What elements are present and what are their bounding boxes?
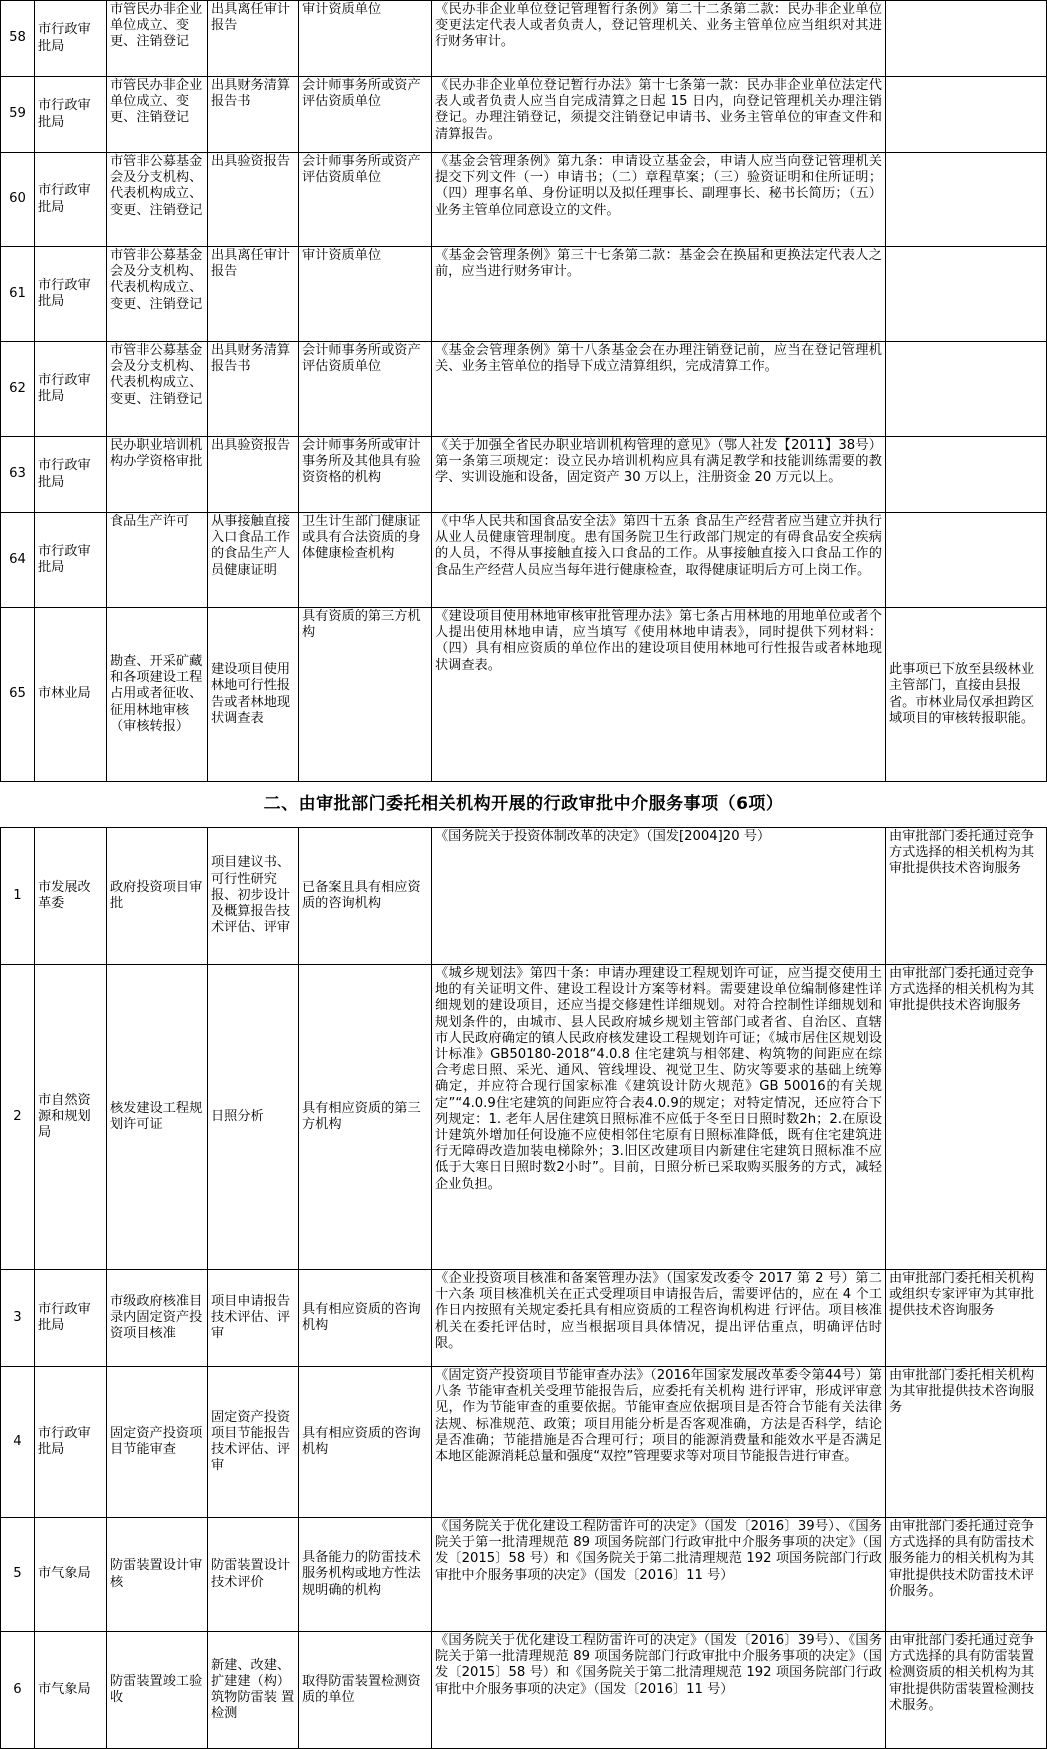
row-number-cell: 63 [1,437,35,513]
table-row [1,828,1047,965]
intermediary-service-cell: 防雷装置设计技术评价 [208,1518,299,1632]
remark-cell: 此事项已下放至县级林业主管部门，直接由县报省。市林业局仅承担跨区域项目的审核转报职能。 [886,608,1047,782]
service-provider-cell: 已备案且具有相应资质的咨询机构 [299,828,432,965]
legal-basis-cell: 《城乡规划法》第四十条：申请办理建设工程规划许可证，应当提交使用土地的有关证明文件、建设工程设计方案等材料。需要建设单位编制修建性详细规划的建设项目，还应当提交修建性详细规划。对符合控制性详细规划和规划条件的，由城市、县人民政府城乡规划主管部门或者省、自治区、直辖市人民政府确定的镇人民政府核发建设工程规划许可证；《城市居住区规划设计标准》GB50180-2018“4.0.8 住宅建筑与相邻建、构筑物的间距应在综合考虑日照、采光、通风、管线埋设、视觉卫生、防灾等要求的基础上统筹确定，并应符合现行国家标准《建筑设计防火规范》GB 50016的有关规定”“4.0.9住宅建筑的间距应符合表4.0.9的规定；对特定情况，还应符合下列规定：1. 老年人居住建筑日照标准不应低于冬至日日照时数2h；2.在原设计建筑外增加任何设施不应使相邻住宅原有日照标准降低，既有住宅建筑进行无障碍改造加装电梯除外；3.旧区改建项目内新建住宅建筑日照标准不应低于大寒日日照时数2小时”。目前，日照分析已采取购买服务的方式，减轻企业负担。 [432,965,886,1270]
remark-cell [886,437,1047,513]
intermediary-service-cell: 出具验资报告 [208,437,299,513]
department-cell: 市行政审批局 [35,77,107,153]
intermediary-service-cell: 从事接触直接入口食品工作的食品生产人员健康证明 [208,513,299,608]
legal-basis-cell: 《国务院关于投资体制改革的决定》（国发[2004]20 号） [432,828,886,965]
table-row [1,1632,1047,1749]
remark-cell [886,77,1047,153]
intermediary-service-cell: 新建、改建、扩建建（构）筑物防雷装 置检测 [208,1632,299,1749]
row-number-cell: 59 [1,77,35,153]
remark-cell: 由审批部门委托通过竞争方式选择的具有防雷装置检测资质的相关机构为其审批提供防雷装置检测技术服务。 [886,1632,1047,1749]
intermediary-service-cell: 出具离任审计报告 [208,247,299,342]
legal-basis-cell: 《固定资产投资项目节能审查办法》（2016年国家发展改革委令第44号）第八条 节能审查机关受理节能报告后，应委托有关机构 进行评审，形成评审意见，作为节能审查的重要依据。节能审查应依据项目是否符合节能有关法律法规、标准规范、政策；项目用能分析是否客观准确，方法是否科学，结论是否准确；节能措施是否合理可行；项目的能源消费量和能效水平是否满足本地区能源消耗总量和强度“双控”管理要求等对项目节能报告进行审查。 [432,1367,886,1518]
department-cell: 市林业局 [35,608,107,782]
service-provider-cell: 具有资质的第三方机构 [299,608,432,782]
legal-basis-cell: 《基金会管理条例》第十八条基金会在办理注销登记前，应当在登记管理机关、业务主管单位的指导下成立清算组织，完成清算工作。 [432,342,886,437]
table-row [1,1,1047,77]
legal-basis-cell: 《民办非企业单位登记管理暂行条例》第二十二条第二款：民办非企业单位变更法定代表人或者负责人，登记管理机关、业务主管单位应当组织对其进行财务审计。 [432,1,886,77]
row-number-cell: 58 [1,1,35,77]
intermediary-service-cell: 建设项目使用林地可行性报告或者林地现状调查表 [208,608,299,782]
approval-item-cell: 食品生产许可 [107,513,208,608]
row-number-cell: 4 [1,1367,35,1518]
service-provider-cell: 会计师事务所或审计事务所及其他具有验资资格的机构 [299,437,432,513]
row-number-cell: 5 [1,1518,35,1632]
approval-item-cell: 固定资产投资项目节能审查 [107,1367,208,1518]
remark-cell [886,247,1047,342]
row-number-cell: 2 [1,965,35,1270]
table-row [1,77,1047,153]
intermediary-service-cell: 项目建议书、可行性研究报、初步设计及概算报告技术评估、评审 [208,828,299,965]
intermediary-service-cell: 日照分析 [208,965,299,1270]
legal-basis-cell: 《国务院关于优化建设工程防雷许可的决定》（国发〔2016〕39号）、《国务院关于第一批清理规范 89 项国务院部门行政审批中介服务事项的决定》（国发〔2015〕58 号）和《国务院关于第二批清理规范 192 项国务院部门行政审批中介服务事项的决定》（国发〔2016〕11 号） [432,1518,886,1632]
approval-item-cell: 市管非公募基金会及分支机构、代表机构成立、变更、注销登记 [107,247,208,342]
remark-cell: 由审批部门委托相关机构为其审批提供技术咨询服务 [886,1367,1047,1518]
department-cell: 市行政审批局 [35,513,107,608]
intermediary-service-cell: 出具验资报告 [208,153,299,247]
table-row [1,1367,1047,1518]
service-provider-cell: 会计师事务所或资产评估资质单位 [299,77,432,153]
approval-item-cell: 市管非公募基金会及分支机构、代表机构成立、变更、注销登记 [107,153,208,247]
approval-item-cell: 政府投资项目审批 [107,828,208,965]
legal-basis-cell: 《民办非企业单位登记暂行办法》第十七条第一款：民办非企业单位法定代表人或者负责人应当自完成清算之日起 15 日内，向登记管理机关办理注销登记。办理注销登记，须提交注销登记申请书、业务主管单位的审查文件和清算报告。 [432,77,886,153]
remark-cell [886,1,1047,77]
section-two-body [1,828,1047,1749]
approval-item-cell: 市管民办非企业单位成立、变更、注销登记 [107,77,208,153]
remark-cell: 由审批部门委托通过竞争方式选择的相关机构为其审批提供技术咨询服务 [886,965,1047,1270]
department-cell: 市气象局 [35,1518,107,1632]
service-provider-cell: 卫生计生部门健康证或具有合法资质的身体健康检查机构 [299,513,432,608]
remark-cell: 由审批部门委托通过竞争方式选择的具有防雷技术服务能力的相关机构为其审批提供技术防雷技术评价服务。 [886,1518,1047,1632]
service-provider-cell: 审计资质单位 [299,247,432,342]
row-number-cell: 62 [1,342,35,437]
approval-item-cell: 防雷装置竣工验收 [107,1632,208,1749]
department-cell: 市自然资源和规划局 [35,965,107,1270]
intermediary-service-cell: 项目申请报告技术评估、评审 [208,1270,299,1367]
table-row [1,965,1047,1270]
table-row [1,342,1047,437]
remark-cell: 由审批部门委托通过竞争方式选择的相关机构为其审批提供技术咨询服务 [886,828,1047,965]
legal-basis-cell: 《企业投资项目核准和备案管理办法》（国家发改委令 2017 第 2 号）第二十六条 项目核准机关在正式受理项目申请报告后，需要评估的，应在 4 个工作日内按照有关规定委托具有相应资质的工程咨询机构进 行评估。项目核准机关在委托评估时，应当根据项目具体情况，提出评估重点，明确评估时限。 [432,1270,886,1367]
department-cell: 市行政审批局 [35,437,107,513]
legal-basis-cell: 《基金会管理条例》第九条：申请设立基金会，申请人应当向登记管理机关提交下列文件（一）申请书；（二）章程草案；（三）验资证明和住所证明；（四）理事名单、身份证明以及拟任理事长、副理事长、秘书长简历；（五）业务主管单位同意设立的文件。 [432,153,886,247]
table-row [1,513,1047,608]
approval-item-cell: 市管非公募基金会及分支机构、代表机构成立、变更、注销登记 [107,342,208,437]
department-cell: 市气象局 [35,1632,107,1749]
remark-cell [886,513,1047,608]
legal-basis-cell: 《国务院关于优化建设工程防雷许可的决定》（国发〔2016〕39号）、《国务院关于第一批清理规范 89 项国务院部门行政审批中介服务事项的决定》（国发〔2015〕58 号）和《国务院关于第二批清理规范 192 项国务院部门行政审批中介服务事项的决定》（国发〔2016〕11 号） [432,1632,886,1749]
table-row [1,1270,1047,1367]
intermediary-service-cell: 出具财务清算报告书 [208,342,299,437]
department-cell: 市行政审批局 [35,247,107,342]
department-cell: 市行政审批局 [35,1,107,77]
service-provider-cell: 具备能力的防雷技术服务机构或地方性法规明确的机构 [299,1518,432,1632]
row-number-cell: 60 [1,153,35,247]
table-row [1,153,1047,247]
service-provider-cell: 会计师事务所或资产评估资质单位 [299,153,432,247]
approval-item-cell: 核发建设工程规划许可证 [107,965,208,1270]
section-one-body [1,1,1047,782]
intermediary-service-cell: 固定资产投资项目节能报告技术评估、评审 [208,1367,299,1518]
table-row [1,1518,1047,1632]
service-provider-cell: 审计资质单位 [299,1,432,77]
table-row [1,437,1047,513]
approval-item-cell: 防雷装置设计审核 [107,1518,208,1632]
table-row [1,247,1047,342]
legal-basis-cell: 《建设项目使用林地审核审批管理办法》第七条占用林地的用地单位或者个人提出使用林地申请，应当填写《使用林地申请表》，同时提供下列材料：（四）具有相应资质的单位作出的建设项目使用林地可行性报告或者林地现状调查表。 [432,608,886,782]
row-number-cell: 61 [1,247,35,342]
department-cell: 市发展改革委 [35,828,107,965]
approval-item-cell: 市级政府核准目录内固定资产投资项目核准 [107,1270,208,1367]
approval-item-cell: 民办职业培训机构办学资格审批 [107,437,208,513]
service-provider-cell: 具有相应资质的咨询机构 [299,1367,432,1518]
service-provider-cell: 具有相应资质的咨询机构 [299,1270,432,1367]
service-provider-cell: 具有相应资质的第三方机构 [299,965,432,1270]
section-two-title: 二、由审批部门委托相关机构开展的行政审批中介服务事项（6项） [1,782,1047,828]
legal-basis-cell: 《基金会管理条例》第三十七条第二款：基金会在换届和更换法定代表人之前，应当进行财务审计。 [432,247,886,342]
row-number-cell: 3 [1,1270,35,1367]
row-number-cell: 64 [1,513,35,608]
department-cell: 市行政审批局 [35,1367,107,1518]
row-number-cell: 1 [1,828,35,965]
department-cell: 市行政审批局 [35,342,107,437]
intermediary-service-cell: 出具财务清算报告书 [208,77,299,153]
remark-cell [886,342,1047,437]
department-cell: 市行政审批局 [35,1270,107,1367]
legal-basis-cell: 《关于加强全省民办职业培训机构管理的意见》（鄂人社发【2011】38号）第一条第三项规定：设立民办培训机构应具有满足教学和技能训练需要的教学、实训设施和设备，固定资产 30 万以上，注册资金 20 万元以上。 [432,437,886,513]
row-number-cell: 65 [1,608,35,782]
remark-cell [886,153,1047,247]
remark-cell: 由审批部门委托相关机构或组织专家评审为其审批提供技术咨询服务 [886,1270,1047,1367]
row-number-cell: 6 [1,1632,35,1749]
legal-basis-cell: 《中华人民共和国食品安全法》第四十五条 食品生产经营者应当建立并执行从业人员健康管理制度。患有国务院卫生行政部门规定的有碍食品安全疾病的人员，不得从事接触直接入口食品的工作。从事接触直接入口食品工作的食品生产经营人员应当每年进行健康检查，取得健康证明后方可上岗工作。 [432,513,886,608]
department-cell: 市行政审批局 [35,153,107,247]
service-provider-cell: 取得防雷装置检测资质的单位 [299,1632,432,1749]
intermediary-service-cell: 出具离任审计报告 [208,1,299,77]
service-provider-cell: 会计师事务所或资产评估资质单位 [299,342,432,437]
approval-item-cell: 勘查、开采矿藏和各项建设工程占用或者征收、征用林地审核（审核转报） [107,608,208,782]
table-row [1,608,1047,782]
section-two-header [1,782,1047,828]
approval-item-cell: 市管民办非企业单位成立、变更、注销登记 [107,1,208,77]
